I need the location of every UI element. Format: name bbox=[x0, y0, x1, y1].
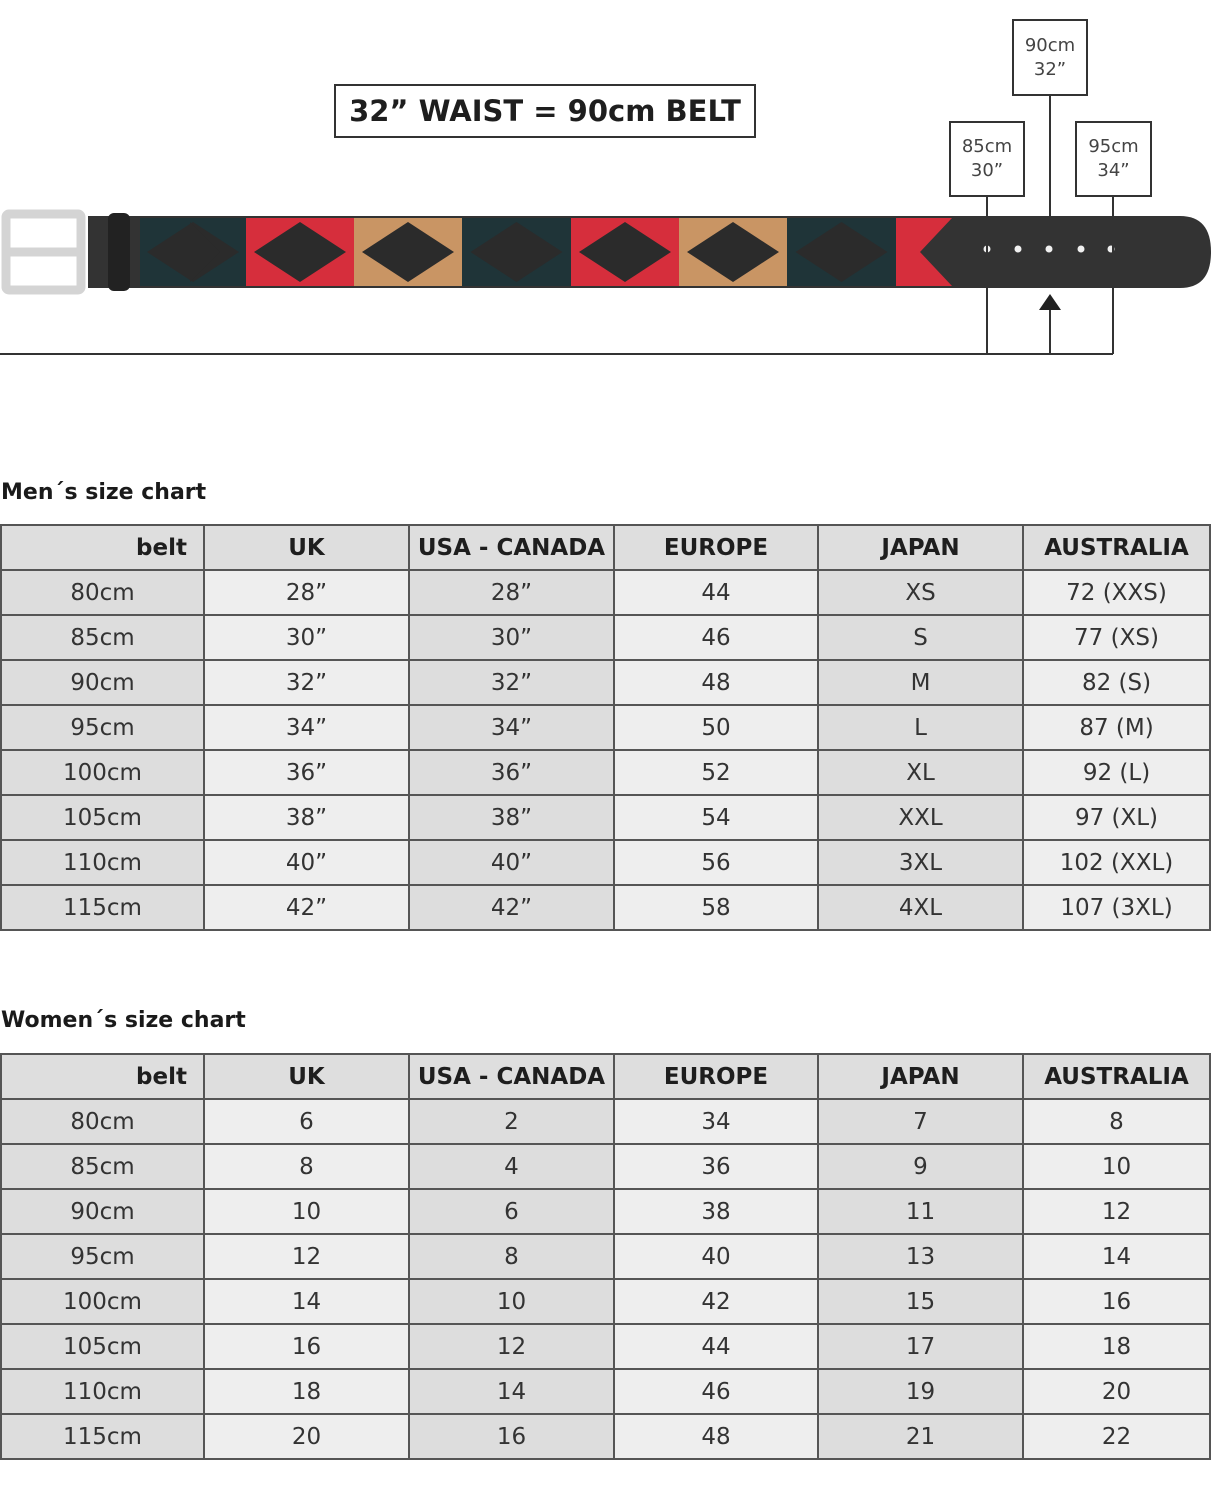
cell-japan: L bbox=[818, 705, 1023, 750]
cell-europe: 58 bbox=[614, 885, 818, 930]
size-box-85cm bbox=[949, 121, 1025, 197]
cell-japan: S bbox=[818, 615, 1023, 660]
table-row bbox=[1, 1369, 1210, 1414]
cell-europe: 38 bbox=[614, 1189, 818, 1234]
table-row bbox=[1, 705, 1210, 750]
size-box-cm: 85cm bbox=[961, 136, 1013, 157]
column-header-uk: UK bbox=[204, 1054, 409, 1099]
column-header-usa-canada: USA - CANADA bbox=[409, 525, 614, 570]
cell-usa-canada: 36” bbox=[409, 750, 614, 795]
cell-uk: 42” bbox=[204, 885, 409, 930]
cell-australia: 77 (XS) bbox=[1023, 615, 1210, 660]
column-header-japan: JAPAN bbox=[818, 525, 1023, 570]
cell-uk: 10 bbox=[204, 1189, 409, 1234]
size-box-95cm bbox=[1075, 121, 1152, 197]
cell-uk: 20 bbox=[204, 1414, 409, 1459]
cell-australia: 97 (XL) bbox=[1023, 795, 1210, 840]
table-row bbox=[1, 1144, 1210, 1189]
cell-australia: 12 bbox=[1023, 1189, 1210, 1234]
column-header-uk: UK bbox=[204, 525, 409, 570]
cell-usa-canada: 40” bbox=[409, 840, 614, 885]
men-size-table bbox=[0, 524, 1211, 931]
cell-uk: 28” bbox=[204, 570, 409, 615]
cell-japan: 19 bbox=[818, 1369, 1023, 1414]
cell-europe: 46 bbox=[614, 615, 818, 660]
cell-belt: 85cm bbox=[1, 1144, 204, 1189]
cell-europe: 48 bbox=[614, 660, 818, 705]
cell-japan: 3XL bbox=[818, 840, 1023, 885]
women-size-chart-title: Women´s size chart bbox=[1, 1008, 246, 1033]
table-row bbox=[1, 1189, 1210, 1234]
table-row bbox=[1, 1414, 1210, 1459]
cell-japan: 4XL bbox=[818, 885, 1023, 930]
cell-usa-canada: 14 bbox=[409, 1369, 614, 1414]
column-header-europe: EUROPE bbox=[614, 1054, 818, 1099]
size-box-cm: 90cm bbox=[1024, 34, 1076, 56]
cell-australia: 92 (L) bbox=[1023, 750, 1210, 795]
cell-usa-canada: 12 bbox=[409, 1324, 614, 1369]
cell-europe: 34 bbox=[614, 1099, 818, 1144]
column-header-europe: EUROPE bbox=[614, 525, 818, 570]
cell-japan: 13 bbox=[818, 1234, 1023, 1279]
cell-europe: 44 bbox=[614, 570, 818, 615]
table-row bbox=[1, 795, 1210, 840]
cell-belt: 90cm bbox=[1, 1189, 204, 1234]
column-header-australia: AUSTRALIA bbox=[1023, 1054, 1210, 1099]
cell-usa-canada: 38” bbox=[409, 795, 614, 840]
cell-australia: 87 (M) bbox=[1023, 705, 1210, 750]
cell-belt: 100cm bbox=[1, 750, 204, 795]
cell-uk: 34” bbox=[204, 705, 409, 750]
cell-belt: 110cm bbox=[1, 840, 204, 885]
cell-australia: 72 (XXS) bbox=[1023, 570, 1210, 615]
cell-uk: 30” bbox=[204, 615, 409, 660]
cell-belt: 95cm bbox=[1, 1234, 204, 1279]
cell-belt: 105cm bbox=[1, 1324, 204, 1369]
cell-usa-canada: 34” bbox=[409, 705, 614, 750]
table-row bbox=[1, 570, 1210, 615]
table-row bbox=[1, 840, 1210, 885]
cell-australia: 16 bbox=[1023, 1279, 1210, 1324]
cell-belt: 80cm bbox=[1, 570, 204, 615]
column-header-australia: AUSTRALIA bbox=[1023, 525, 1210, 570]
cell-australia: 8 bbox=[1023, 1099, 1210, 1144]
cell-belt: 110cm bbox=[1, 1369, 204, 1414]
table-row bbox=[1, 750, 1210, 795]
table-row bbox=[1, 1324, 1210, 1369]
cell-japan: 17 bbox=[818, 1324, 1023, 1369]
cell-usa-canada: 28” bbox=[409, 570, 614, 615]
cell-europe: 46 bbox=[614, 1369, 818, 1414]
cell-japan: 7 bbox=[818, 1099, 1023, 1144]
table-row bbox=[1, 615, 1210, 660]
cell-europe: 40 bbox=[614, 1234, 818, 1279]
size-box-90cm bbox=[1012, 19, 1088, 96]
cell-australia: 14 bbox=[1023, 1234, 1210, 1279]
cell-belt: 115cm bbox=[1, 1414, 204, 1459]
belt-pattern bbox=[140, 218, 952, 286]
cell-europe: 48 bbox=[614, 1414, 818, 1459]
cell-usa-canada: 42” bbox=[409, 885, 614, 930]
cell-uk: 6 bbox=[204, 1099, 409, 1144]
cell-uk: 18 bbox=[204, 1369, 409, 1414]
column-header-belt: belt bbox=[1, 525, 204, 570]
cell-belt: 105cm bbox=[1, 795, 204, 840]
belt-keeper bbox=[108, 213, 130, 291]
cell-australia: 107 (3XL) bbox=[1023, 885, 1210, 930]
column-header-usa-canada: USA - CANADA bbox=[409, 1054, 614, 1099]
cell-australia: 18 bbox=[1023, 1324, 1210, 1369]
cell-europe: 50 bbox=[614, 705, 818, 750]
size-box-inch: 34” bbox=[1097, 160, 1130, 181]
arrow-up-icon bbox=[1039, 294, 1061, 310]
column-header-japan: JAPAN bbox=[818, 1054, 1023, 1099]
cell-australia: 82 (S) bbox=[1023, 660, 1210, 705]
cell-australia: 20 bbox=[1023, 1369, 1210, 1414]
cell-uk: 16 bbox=[204, 1324, 409, 1369]
table-header-row bbox=[1, 1054, 1210, 1099]
table-header-row bbox=[1, 525, 1210, 570]
cell-australia: 22 bbox=[1023, 1414, 1210, 1459]
cell-usa-canada: 8 bbox=[409, 1234, 614, 1279]
size-box-inch: 32” bbox=[1033, 58, 1067, 80]
cell-japan: 21 bbox=[818, 1414, 1023, 1459]
cell-japan: 15 bbox=[818, 1279, 1023, 1324]
cell-uk: 8 bbox=[204, 1144, 409, 1189]
table-row bbox=[1, 1234, 1210, 1279]
cell-belt: 115cm bbox=[1, 885, 204, 930]
cell-uk: 14 bbox=[204, 1279, 409, 1324]
cell-belt: 100cm bbox=[1, 1279, 204, 1324]
cell-usa-canada: 6 bbox=[409, 1189, 614, 1234]
cell-usa-canada: 10 bbox=[409, 1279, 614, 1324]
cell-japan: XXL bbox=[818, 795, 1023, 840]
waist-label: 32” WAIST = 90cm BELT bbox=[334, 84, 756, 138]
column-header-belt: belt bbox=[1, 1054, 204, 1099]
cell-belt: 85cm bbox=[1, 615, 204, 660]
cell-europe: 42 bbox=[614, 1279, 818, 1324]
cell-uk: 32” bbox=[204, 660, 409, 705]
cell-japan: XS bbox=[818, 570, 1023, 615]
cell-europe: 52 bbox=[614, 750, 818, 795]
belt-buckle-icon bbox=[6, 214, 81, 290]
cell-usa-canada: 16 bbox=[409, 1414, 614, 1459]
cell-usa-canada: 2 bbox=[409, 1099, 614, 1144]
cell-usa-canada: 32” bbox=[409, 660, 614, 705]
women-size-table bbox=[0, 1053, 1211, 1460]
cell-usa-canada: 30” bbox=[409, 615, 614, 660]
table-row bbox=[1, 1279, 1210, 1324]
cell-uk: 36” bbox=[204, 750, 409, 795]
cell-uk: 40” bbox=[204, 840, 409, 885]
cell-australia: 10 bbox=[1023, 1144, 1210, 1189]
cell-europe: 54 bbox=[614, 795, 818, 840]
cell-usa-canada: 4 bbox=[409, 1144, 614, 1189]
cell-europe: 56 bbox=[614, 840, 818, 885]
size-box-cm: 95cm bbox=[1088, 136, 1139, 157]
men-size-chart-title: Men´s size chart bbox=[1, 480, 207, 505]
cell-australia: 102 (XXL) bbox=[1023, 840, 1210, 885]
table-row bbox=[1, 1099, 1210, 1144]
cell-belt: 90cm bbox=[1, 660, 204, 705]
cell-japan: M bbox=[818, 660, 1023, 705]
cell-belt: 95cm bbox=[1, 705, 204, 750]
table-row bbox=[1, 885, 1210, 930]
cell-japan: XL bbox=[818, 750, 1023, 795]
cell-uk: 12 bbox=[204, 1234, 409, 1279]
table-row bbox=[1, 660, 1210, 705]
cell-belt: 80cm bbox=[1, 1099, 204, 1144]
cell-japan: 9 bbox=[818, 1144, 1023, 1189]
cell-europe: 44 bbox=[614, 1324, 818, 1369]
cell-japan: 11 bbox=[818, 1189, 1023, 1234]
size-box-inch: 30” bbox=[970, 160, 1004, 181]
cell-europe: 36 bbox=[614, 1144, 818, 1189]
cell-uk: 38” bbox=[204, 795, 409, 840]
